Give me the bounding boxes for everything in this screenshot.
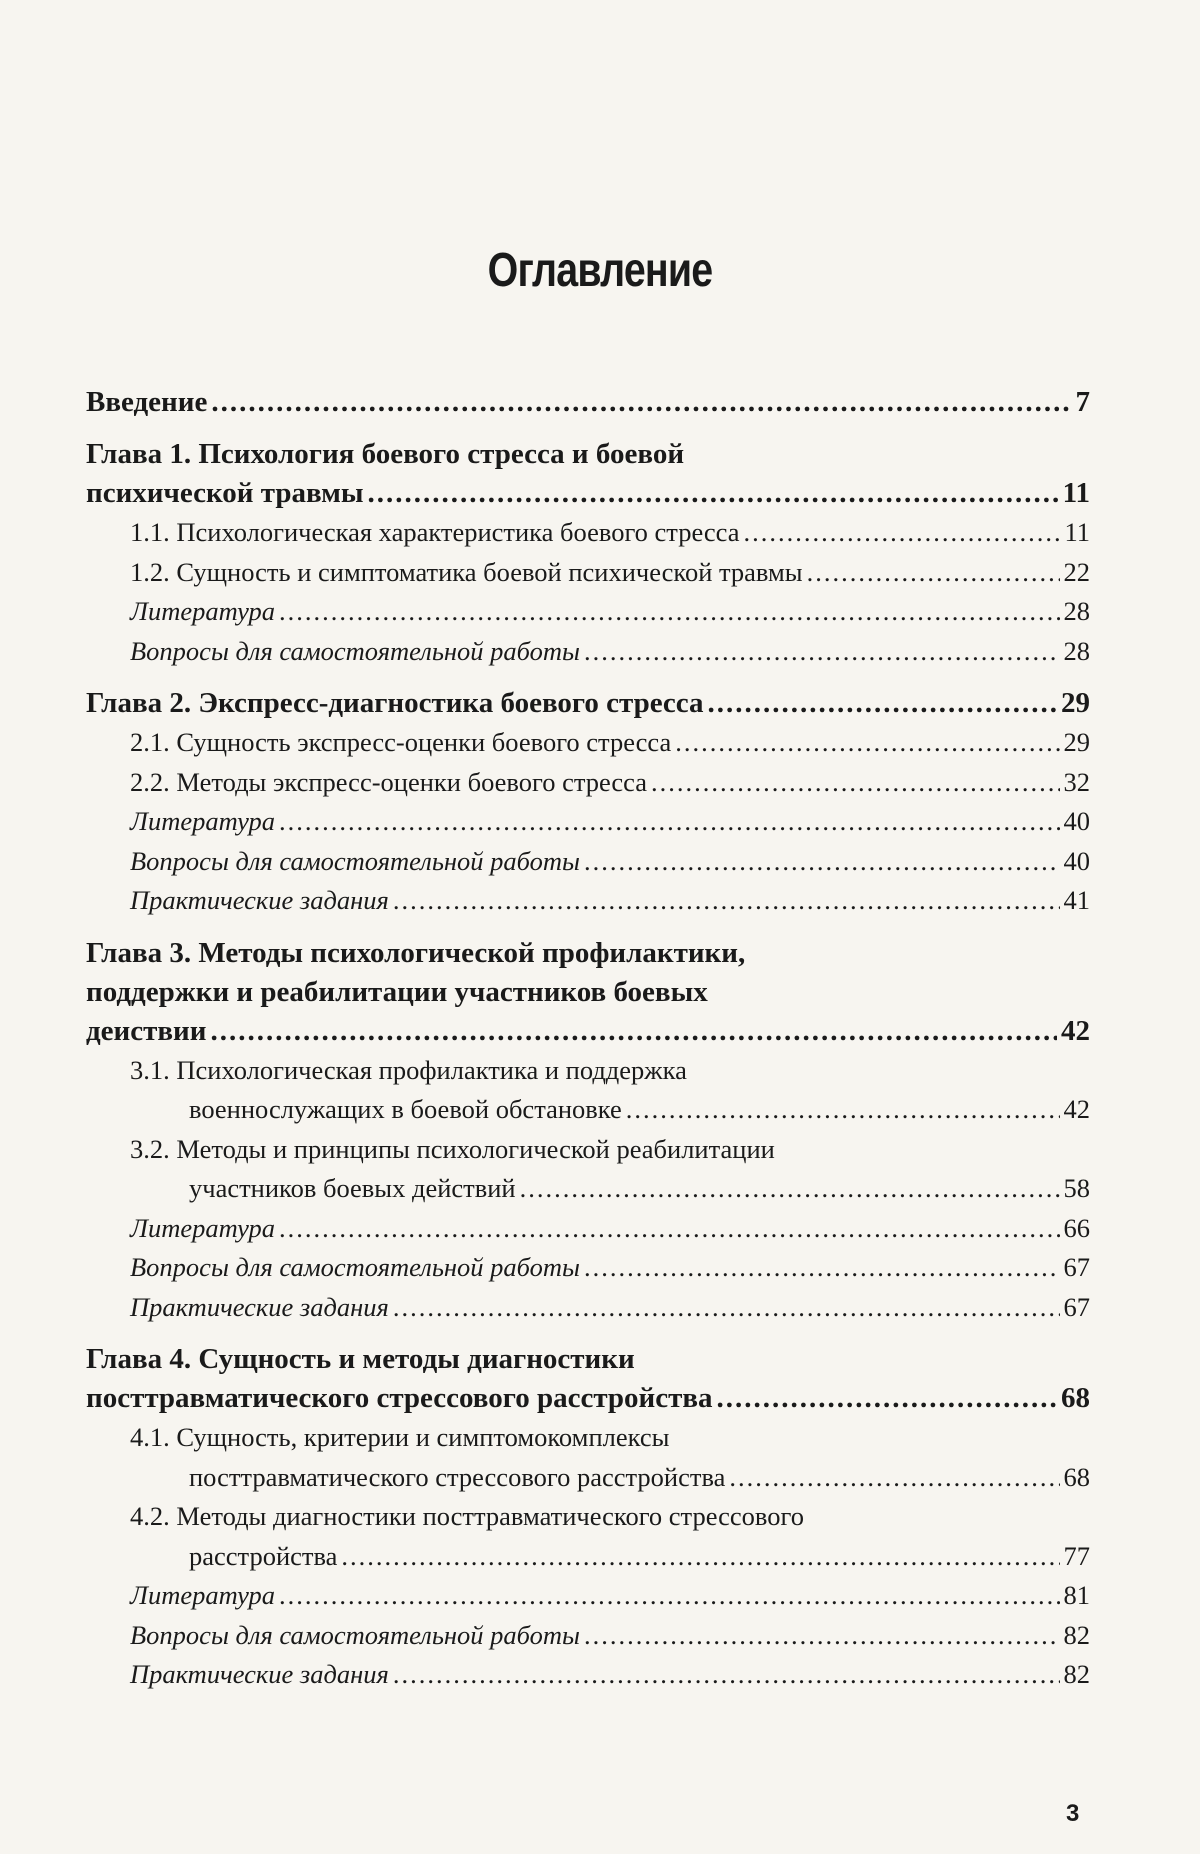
- toc-page-number: 28: [1063, 635, 1090, 666]
- toc-leader-dots: [584, 1248, 1060, 1288]
- toc-section-literature[interactable]: [86, 802, 1090, 842]
- toc-leader-dots: [211, 383, 1071, 422]
- toc-entry-title: Введение: [86, 386, 208, 418]
- toc-section[interactable]: [86, 723, 1090, 763]
- toc-section-title: Вопросы для самостоятельной работы: [130, 1619, 580, 1650]
- toc-chapter-title-line: поддержки и реабилитации участников боевых: [86, 975, 708, 1008]
- toc-entry: [130, 1537, 1090, 1577]
- toc-section[interactable]: [86, 1051, 1090, 1130]
- toc-section-title-line: 3.2. Методы и принципы психологической реабилитации: [130, 1133, 775, 1164]
- toc-page-number: 82: [1063, 1659, 1090, 1689]
- toc-leader-dots: [584, 632, 1060, 672]
- toc-section-literature[interactable]: [86, 1209, 1090, 1249]
- toc-section-title: 1.1. Психологическая характеристика боевого стресса: [130, 517, 740, 547]
- toc-leader-dots: [279, 592, 1060, 632]
- toc-entry: [130, 1458, 1090, 1498]
- toc-leader-dots: [520, 1169, 1060, 1209]
- toc-section-practical[interactable]: [86, 1655, 1090, 1695]
- toc-leader-dots: [708, 684, 1057, 723]
- toc-page-number: 41: [1063, 885, 1090, 915]
- page-title: Оглавление: [487, 244, 713, 297]
- toc-page-number: 40: [1063, 845, 1090, 876]
- toc-section-title: расстройства: [189, 1540, 338, 1571]
- toc-section-title-line: 4.1. Сущность, критерии и симптомокомплексы: [130, 1422, 670, 1452]
- toc-chapter-title-line: Глава 1. Психология боевого стресса и боевой: [86, 438, 685, 470]
- toc-page-number: 7: [1075, 386, 1090, 418]
- toc-section-questions[interactable]: [86, 1248, 1090, 1288]
- toc-page-number: 29: [1061, 687, 1090, 719]
- toc-section[interactable]: [86, 1130, 1090, 1209]
- toc-chapter-2[interactable]: [86, 684, 1090, 723]
- toc-section[interactable]: [86, 763, 1090, 803]
- toc-section-literature[interactable]: [86, 1576, 1090, 1616]
- toc-entry: [86, 383, 1090, 422]
- toc-page-number: 28: [1063, 596, 1090, 626]
- toc-section-title-line: 4.2. Методы диагностики посттравматического стрессового: [130, 1501, 804, 1531]
- toc-page-number: 68: [1063, 1461, 1090, 1492]
- toc-page-number: 42: [1063, 1094, 1090, 1124]
- toc-leader-dots: [393, 1288, 1060, 1328]
- toc-section-title: 1.2. Сущность и симптоматика боевой психической травмы: [130, 556, 803, 587]
- toc-section-questions[interactable]: [86, 1616, 1090, 1656]
- toc-page-number: 77: [1063, 1540, 1090, 1571]
- toc-chapter-intro[interactable]: [86, 383, 1090, 422]
- toc-section-title: Практические задания: [130, 885, 389, 915]
- toc-section-literature[interactable]: [86, 592, 1090, 632]
- toc-page-number: 82: [1063, 1619, 1090, 1650]
- toc-page-number: 11: [1064, 517, 1090, 547]
- toc-section-title: участников боевых действий: [189, 1173, 516, 1203]
- toc-section-title: военнослужащих в боевой обстановке: [189, 1094, 622, 1124]
- toc-chapter-1[interactable]: [86, 435, 1090, 513]
- toc-leader-dots: [341, 1537, 1059, 1577]
- toc-entry-title: посттравматического стрессового расстройства: [86, 1382, 713, 1414]
- toc-page-number: 67: [1063, 1252, 1090, 1282]
- toc-entry: [130, 1090, 1090, 1130]
- toc-leader-dots: [584, 1616, 1060, 1656]
- toc-section-title-line: 3.1. Психологическая профилактика и поддержка: [130, 1054, 687, 1085]
- toc-chapter-title-line: Глава 4. Сущность и методы диагностики: [86, 1343, 635, 1375]
- toc-section-title: 2.2. Методы экспресс-оценки боевого стресса: [130, 766, 648, 797]
- toc-leader-dots: [210, 1012, 1057, 1051]
- toc-section-title: посттравматического стрессового расстройства: [189, 1461, 726, 1492]
- toc-section-title: Литература: [130, 1580, 275, 1610]
- toc-section[interactable]: [86, 1497, 1090, 1576]
- toc-chapter-4[interactable]: [86, 1340, 1090, 1418]
- toc-entry: [86, 1012, 1090, 1051]
- toc-entry-title: деиствии: [86, 1014, 207, 1047]
- toc-section-questions[interactable]: [86, 632, 1090, 672]
- toc-leader-dots: [651, 763, 1059, 803]
- toc-section-title: Литература: [130, 806, 275, 836]
- toc-section-title: Вопросы для самостоятельной работы: [130, 1252, 580, 1282]
- toc-leader-dots: [675, 723, 1059, 763]
- toc-leader-dots: [717, 1379, 1057, 1418]
- toc-chapter-title-line: Глава 3. Методы психологической профилактики,: [86, 936, 746, 969]
- toc-page-number: 29: [1063, 727, 1090, 757]
- toc-entry: [86, 1379, 1090, 1418]
- toc-page-number: 67: [1063, 1291, 1090, 1322]
- toc-page-number: 40: [1063, 806, 1090, 836]
- toc-leader-dots: [743, 513, 1060, 553]
- toc-page-number: 11: [1062, 477, 1090, 509]
- toc-section-questions[interactable]: [86, 842, 1090, 882]
- toc-page-number: 58: [1063, 1173, 1090, 1203]
- toc-section[interactable]: [86, 513, 1090, 553]
- toc-leader-dots: [729, 1458, 1059, 1498]
- toc-entry: [86, 474, 1090, 513]
- toc-section-title: Практические задания: [130, 1291, 389, 1322]
- toc-leader-dots: [279, 1576, 1060, 1616]
- toc-page-number: 22: [1063, 556, 1090, 587]
- toc-section-practical[interactable]: [86, 1288, 1090, 1328]
- page-number: 3: [1066, 1800, 1080, 1827]
- toc-leader-dots: [807, 553, 1060, 593]
- toc-page-number: 66: [1063, 1212, 1090, 1243]
- toc-section-title: 2.1. Сущность экспресс-оценки боевого стресса: [130, 727, 672, 757]
- toc-leader-dots: [393, 1655, 1060, 1695]
- toc-section[interactable]: [86, 553, 1090, 593]
- toc-section[interactable]: [86, 1418, 1090, 1497]
- toc-section-practical[interactable]: [86, 881, 1090, 921]
- toc-leader-dots: [584, 842, 1060, 882]
- toc-entry: [130, 1169, 1090, 1209]
- toc-section-title: Литература: [130, 1212, 275, 1243]
- toc-entry-title: Глава 2. Экспресс-диагностика боевого стресса: [86, 687, 704, 719]
- toc-page-number: 68: [1061, 1382, 1090, 1414]
- toc-page-number: 81: [1063, 1580, 1090, 1610]
- toc-section-title: Вопросы для самостоятельной работы: [130, 845, 580, 876]
- toc-leader-dots: [393, 881, 1060, 921]
- toc-leader-dots: [368, 474, 1059, 513]
- toc-leader-dots: [279, 1209, 1060, 1249]
- toc-entry: [86, 684, 1090, 723]
- toc-section-title: Практические задания: [130, 1659, 389, 1689]
- toc-chapter-3[interactable]: [86, 934, 1090, 1051]
- toc-entry-title: психической травмы: [86, 477, 364, 509]
- toc-leader-dots: [626, 1090, 1060, 1130]
- toc-section-title: Вопросы для самостоятельной работы: [130, 635, 580, 666]
- toc-section-title: Литература: [130, 596, 275, 626]
- toc-page-number: 32: [1063, 766, 1090, 797]
- table-of-contents: [86, 383, 1090, 1695]
- toc-leader-dots: [279, 802, 1060, 842]
- toc-page-number: 42: [1061, 1014, 1090, 1047]
